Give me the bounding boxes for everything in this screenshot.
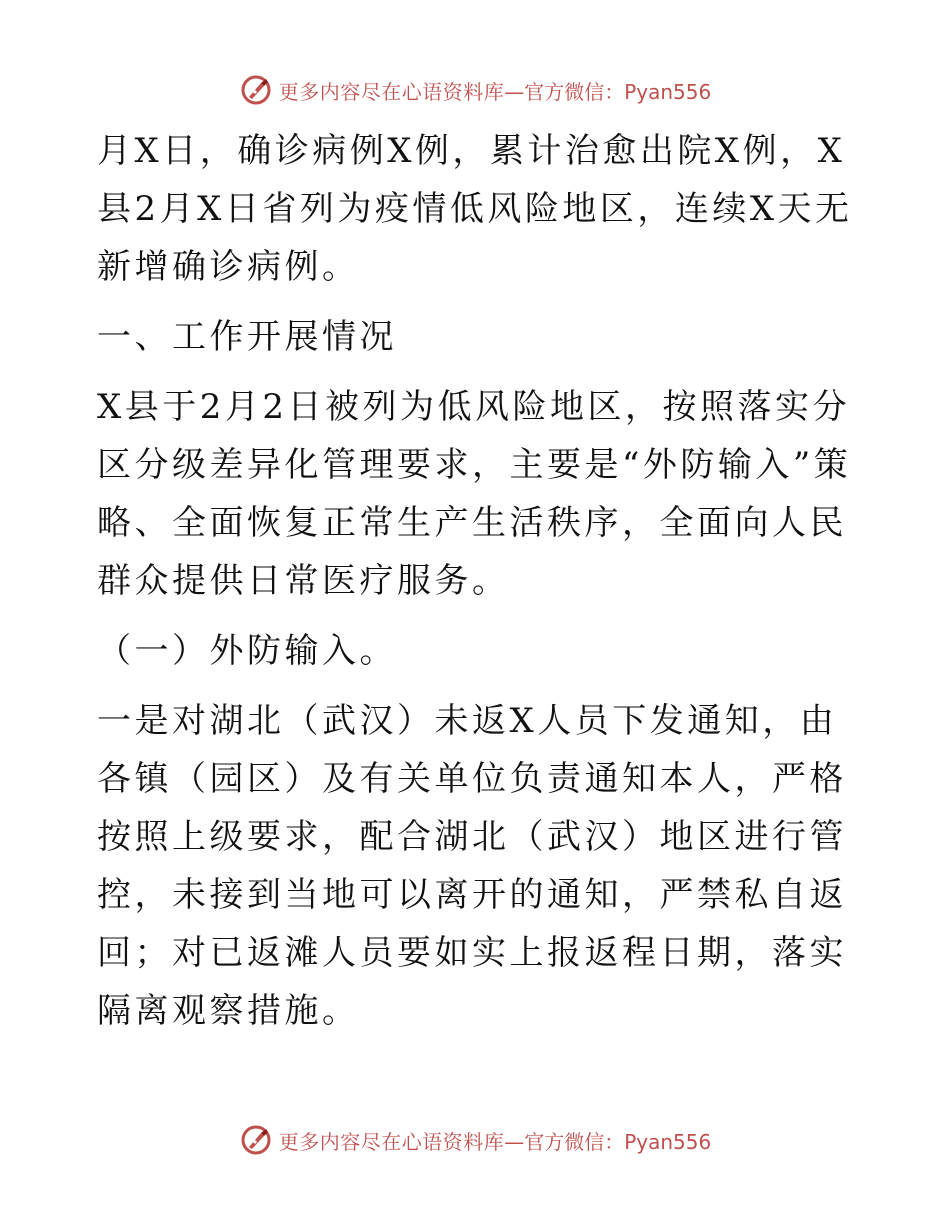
footer-title: 更多内容尽在心语资料库 <box>278 1129 505 1154</box>
footer-banner <box>0 1120 950 1160</box>
header-wechat: —官方微信：Pyan556 <box>504 79 712 104</box>
paragraph-2: X县于2月2日被列为低风险地区，按照落实分区分级差异化管理要求，主要是“外防输入”策略、全面恢复正常生产生活秩序，全面向人民群众提供日常医疗服务。 <box>97 387 852 601</box>
section-heading-1: 一、工作开展情况 <box>97 317 397 357</box>
paragraph-1: 月X日，确诊病例X例，累计治愈出院X例，X县2月X日省列为疫情低风险地区，连续X天无新增确诊病例。 <box>97 131 853 287</box>
footer-wechat: —官方微信：Pyan556 <box>504 1129 712 1154</box>
paragraph-3: 一是对湖北（武汉）未返X人员下发通知，由各镇（园区）及有关单位负责通知本人，严格按照上级要求，配合湖北（武汉）地区进行管控，未接到当地可以离开的通知，严禁私自返回；对已返滩人员要如实上报返程日期，落实隔离观察措施。 <box>97 701 847 1031</box>
pen-nib-logo-icon <box>239 1123 273 1157</box>
pen-nib-logo-icon <box>239 73 273 107</box>
subsection-heading-1: （一）外防输入。 <box>97 631 397 671</box>
header-banner <box>0 70 950 110</box>
document-body <box>97 122 857 1040</box>
header-title: 更多内容尽在心语资料库 <box>278 79 505 104</box>
